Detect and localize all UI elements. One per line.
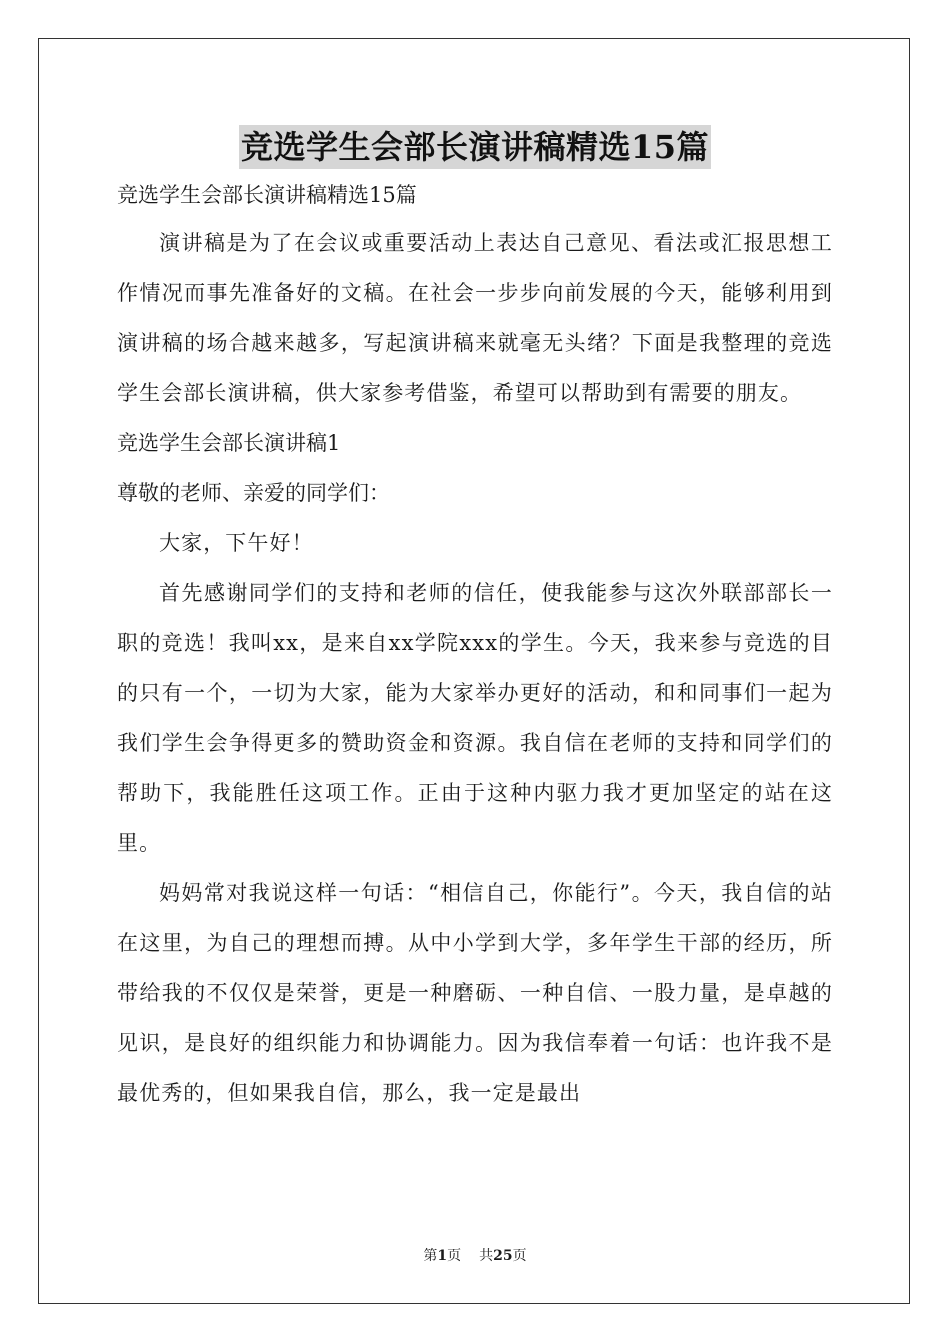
document-subtitle: 竞选学生会部长演讲稿精选15篇 [117, 183, 417, 207]
intro-paragraph: 演讲稿是为了在会议或重要活动上表达自己意见、看法或汇报思想工作情况而事先准备好的文稿。在社会一步步向前发展的今天，能够利用到演讲稿的场合越来越多，写起演讲稿来就毫无头绪？下面是我整理的竞选学生会部长演讲稿，供大家参考借鉴，希望可以帮助到有需要的朋友。 [117, 231, 833, 405]
page-current: 1 [437, 1248, 448, 1264]
page-suffix: 页 [447, 1248, 462, 1264]
title-wrapper [117, 125, 833, 169]
body-paragraph-2: 妈妈常对我说这样一句话：“相信自己，你能行”。今天，我自信的站在这里，为自己的理想而搏。从中小学到大学，多年学生干部的经历，所带给我的不仅仅是荣誉，更是一种磨砺、一种自信、一股力量，是卓越的见识，是良好的组织能力和协调能力。因为我信奉着一句话：也许我不是最优秀的，但如果我自信，那么，我一定是最出 [117, 881, 833, 1105]
total-prefix: 共 [479, 1248, 494, 1264]
page-total: 25 [493, 1248, 513, 1264]
salutation: 尊敬的老师、亲爱的同学们： [117, 481, 390, 505]
document-title: 竞选学生会部长演讲稿精选15篇 [239, 125, 711, 169]
document-body [117, 125, 833, 1118]
greeting: 大家，下午好！ [159, 531, 314, 555]
body-paragraph-1: 首先感谢同学们的支持和老师的信任，使我能参与这次外联部部长一职的竞选！我叫xx，是来自xx学院xxx的学生。今天，我来参与竞选的目的只有一个，一切为大家，能为大家举办更好的活动，和和同事们一起为我们学生会争得更多的赞助资金和资源。我自信在老师的支持和同学们的帮助下，我能胜任这项工作。正由于这种内驱力我才更加坚定的站在这里。 [117, 581, 833, 855]
section-heading: 竞选学生会部长演讲稿1 [117, 431, 341, 455]
page-prefix: 第 [423, 1248, 438, 1264]
page-footer [0, 1247, 950, 1265]
total-suffix: 页 [512, 1248, 527, 1264]
